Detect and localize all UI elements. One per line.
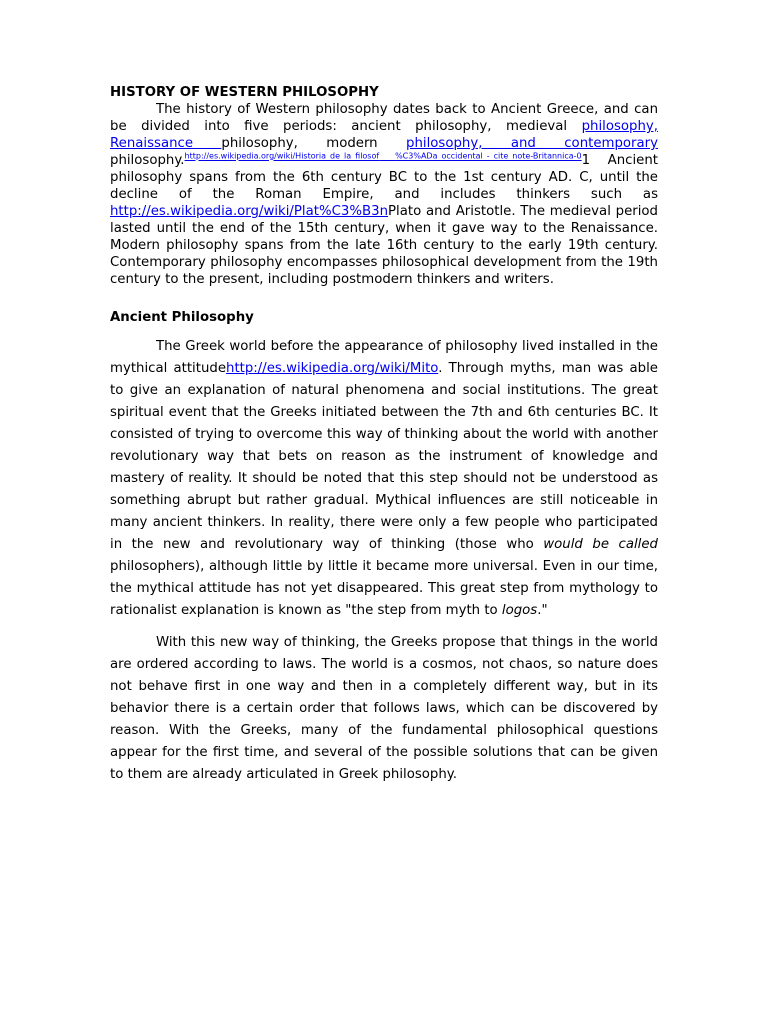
intro-text-4: Ancient philosophy spans from the 6th century BC to the 1st century AD. C, until the decline of the Roman Empire, and includes thinkers such as bbox=[110, 153, 658, 202]
link-plato[interactable]: http://es.wikipedia.org/wiki/Plat%C3%B3n bbox=[110, 204, 388, 219]
link-mito[interactable]: http://es.wikipedia.org/wiki/Mito bbox=[226, 361, 439, 376]
footnote-link-part2: %C3%ADa_occidental_-_cite_note-Britannica-0 bbox=[395, 151, 582, 161]
intro-text-1: The history of Western philosophy dates back to Ancient Greece, and can be divided into five periods: ancient philosophy, medieval bbox=[110, 102, 658, 134]
footnote-number: 1 bbox=[581, 153, 591, 168]
para1-text-a: The Greek world before the appearance of philosophy lived installed in the mythical attitude bbox=[110, 339, 658, 376]
footnote-link[interactable] bbox=[185, 152, 582, 161]
para1-text-d: ." bbox=[537, 603, 548, 618]
ancient-paragraph-1 bbox=[110, 336, 658, 622]
para1-text-c: philosophers), although little by little it became more universal. Even in our time, the mythical attitude has not yet disappeared. This great step from mythology to rationalist explanation is known as "the step from myth to bbox=[110, 559, 658, 618]
intro-paragraph bbox=[110, 101, 658, 288]
link-philosophy-renaissance[interactable]: philosophy, Renaissance bbox=[110, 119, 658, 151]
ancient-paragraph-2: With this new way of thinking, the Greeks propose that things in the world are ordered according to laws. The world is a cosmos, not chaos, so nature does not behave first in one way and then in a completely different way, but in its behavior there is a certain order that follows laws, which can be discovered by reason. With the Greeks, many of the fundamental philosophical questions appear for the first time, and several of the possible solutions that can be given to them are already articulated in Greek philosophy. bbox=[110, 635, 658, 782]
para1-italic-logos: logos bbox=[501, 603, 538, 618]
para1-italic-would-be-called: would be called bbox=[543, 537, 658, 552]
page-title: HISTORY OF WESTERN PHILOSOPHY bbox=[110, 85, 379, 100]
intro-text-3: philosophy. bbox=[110, 153, 185, 168]
document-page bbox=[110, 84, 658, 796]
section-heading-ancient-philosophy: Ancient Philosophy bbox=[110, 310, 254, 325]
intro-text-2: philosophy, modern bbox=[221, 136, 407, 151]
intro-text-5: Plato and Aristotle. The medieval period lasted until the end of the 15th century, when it gave way to the Renaissance. Modern philosophy spans from the late 16th century to the early 19th century. Contemporary philosophy encompasses philosophical development from the 19th century to the present, including postmodern thinkers and writers. bbox=[110, 204, 658, 287]
link-philosophy-contemporary[interactable]: philosophy, and contemporary bbox=[406, 136, 658, 151]
footnote-link-part1: http://es.wikipedia.org/wiki/Historia_de_la_filosof bbox=[184, 151, 380, 161]
para1-text-b: . Through myths, man was able to give an explanation of natural phenomena and social institutions. The great spiritual event that the Greeks initiated between the 7th and 6th centuries BC. It consisted of trying to overcome this way of thinking about the world with another revolutionary way that bets on reason as the instrument of knowledge and mastery of reality. It should be noted that this step should not be understood as something abrupt but rather gradual. Mythical influences are still noticeable in many ancient thinkers. In reality, there were only a few people who participated in the new and revolutionary way of thinking (those who bbox=[110, 361, 658, 552]
